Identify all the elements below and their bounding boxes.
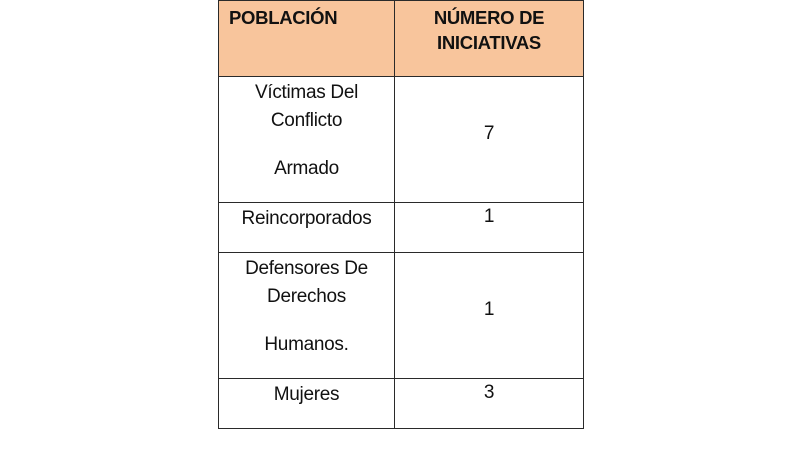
- poblacion-text: Derechos: [267, 286, 346, 307]
- header-numero-line1: NÚMERO DE: [433, 7, 545, 28]
- header-numero-line2: INICIATIVAS: [437, 32, 541, 53]
- cell-numero: [395, 253, 584, 379]
- numero-value: 1: [483, 299, 495, 320]
- poblacion-text: Armado: [274, 158, 339, 179]
- poblacion-text: Defensores De: [245, 258, 368, 279]
- header-poblacion-label: POBLACIÓN: [229, 7, 338, 28]
- poblacion-text: Mujeres: [273, 384, 340, 405]
- cell-poblacion: [219, 77, 395, 203]
- cell-numero: [395, 379, 584, 429]
- initiatives-table: [218, 0, 584, 429]
- table-header-row: [219, 1, 584, 77]
- cell-numero: [395, 203, 584, 253]
- cell-poblacion: [219, 203, 395, 253]
- poblacion-text: Humanos.: [264, 334, 349, 355]
- cell-numero: [395, 77, 584, 203]
- numero-value: 3: [483, 382, 495, 403]
- poblacion-text: Víctimas Del: [254, 82, 359, 103]
- numero-value: 7: [483, 123, 495, 144]
- poblacion-text: Conflicto: [270, 110, 343, 131]
- cell-poblacion: [219, 253, 395, 379]
- table-row: [219, 379, 584, 429]
- cell-poblacion: [219, 379, 395, 429]
- header-poblacion: [219, 1, 395, 77]
- table-row: [219, 253, 584, 379]
- table-row: [219, 77, 584, 203]
- numero-value: 1: [483, 206, 495, 227]
- header-numero-iniciativas: [395, 1, 584, 77]
- poblacion-text: Reincorporados: [241, 208, 372, 229]
- table-row: [219, 203, 584, 253]
